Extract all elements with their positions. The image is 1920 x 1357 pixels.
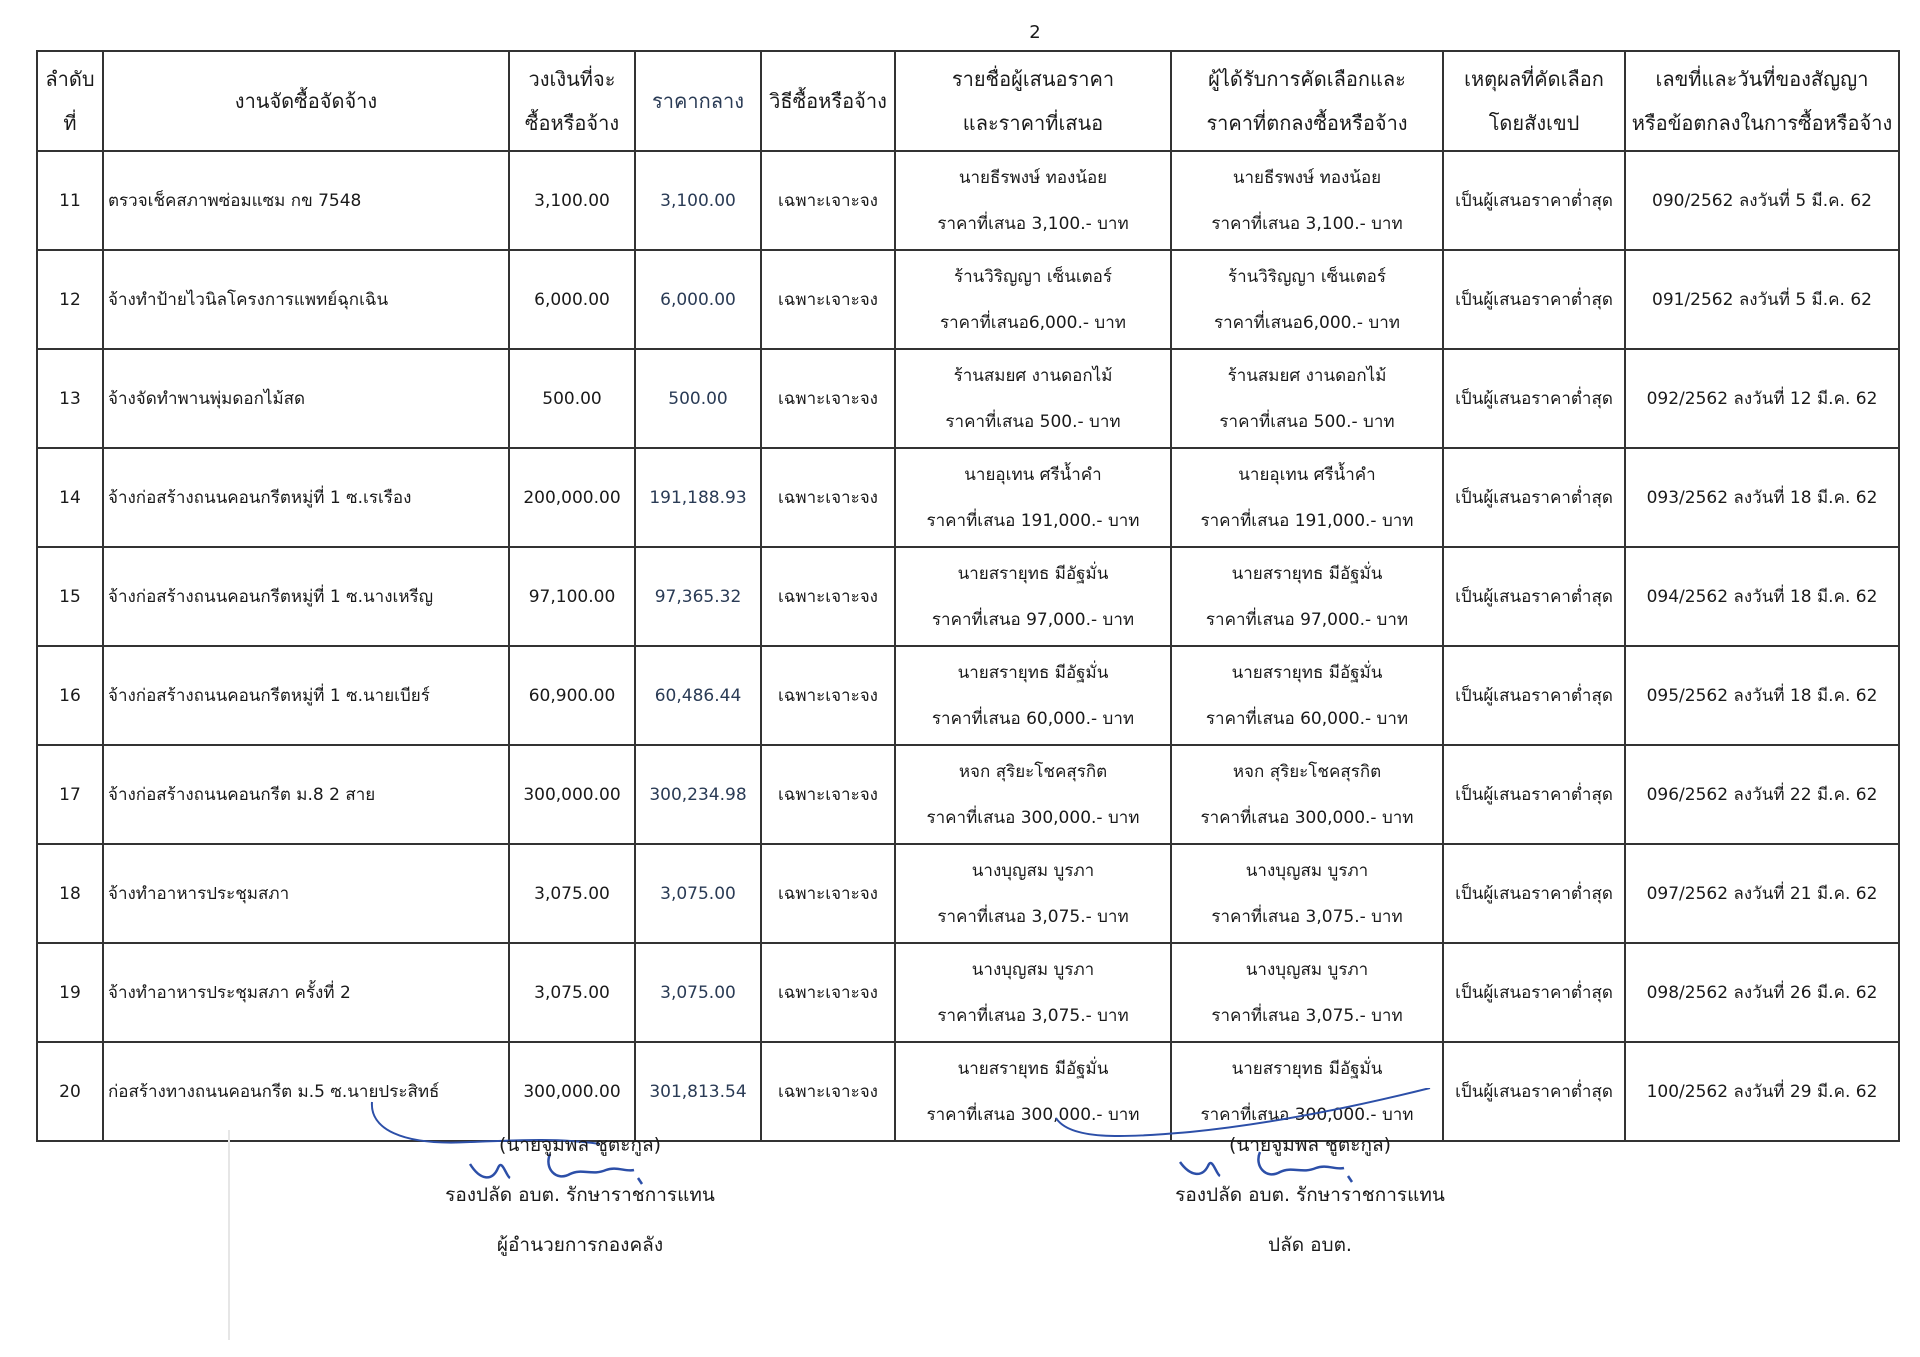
row-number: 11 <box>37 151 103 250</box>
procurement-method: เฉพาะเจาะจง <box>761 349 895 448</box>
table-row <box>37 349 1899 448</box>
procurement-method: เฉพาะเจาะจง <box>761 448 895 547</box>
header-bidders: รายชื่อผู้เสนอราคา และราคาที่เสนอ <box>895 51 1171 151</box>
selected-price: ราคาที่เสนอ 3,075.- บาท <box>1211 1005 1403 1026</box>
selected-cell <box>1171 646 1443 745</box>
bidder-name: ร้านสมยศ งานดอกไม้ <box>953 365 1113 386</box>
selected-cell <box>1171 349 1443 448</box>
selected-cell <box>1171 151 1443 250</box>
selected-name: นายสรายุทธ มีอัฐมั่น <box>1231 662 1383 683</box>
bidder-cell <box>895 844 1171 943</box>
bidder-price: ราคาที่เสนอ 3,075.- บาท <box>937 906 1129 927</box>
selected-price: ราคาที่เสนอ6,000.- บาท <box>1214 312 1400 333</box>
procurement-method: เฉพาะเจาะจง <box>761 547 895 646</box>
table-header <box>37 51 1899 151</box>
bidder-price: ราคาที่เสนอ 191,000.- บาท <box>926 510 1140 531</box>
page-number: 2 <box>1029 22 1041 43</box>
procurement-method: เฉพาะเจาะจง <box>761 151 895 250</box>
selected-cell <box>1171 547 1443 646</box>
median-price: 300,234.98 <box>635 745 761 844</box>
budget-amount: 97,100.00 <box>509 547 635 646</box>
budget-amount: 200,000.00 <box>509 448 635 547</box>
bidder-price: ราคาที่เสนอ 300,000.- บาท <box>926 1104 1140 1125</box>
table-body <box>37 151 1899 1141</box>
table-row <box>37 844 1899 943</box>
header-median-price: ราคากลาง <box>635 51 761 151</box>
bidder-cell <box>895 151 1171 250</box>
procurement-method: เฉพาะเจาะจง <box>761 745 895 844</box>
signer-position-right: รองปลัด อบต. รักษาราชการแทน <box>1175 1184 1445 1206</box>
header-contract: เลขที่และวันที่ของสัญญา หรือข้อตกลงในการซื้อหรือจ้าง <box>1625 51 1899 151</box>
contract-ref: 091/2562 ลงวันที่ 5 มี.ค. 62 <box>1625 250 1899 349</box>
median-price: 60,486.44 <box>635 646 761 745</box>
bidder-name: นายธีรพงษ์ ทองน้อย <box>958 167 1108 188</box>
signer-position-left: รองปลัด อบต. รักษาราชการแทน <box>445 1184 715 1206</box>
row-number: 16 <box>37 646 103 745</box>
bidder-price: ราคาที่เสนอ 97,000.- บาท <box>931 609 1135 630</box>
selected-cell <box>1171 745 1443 844</box>
selection-reason: เป็นผู้เสนอราคาต่ำสุด <box>1443 250 1625 349</box>
header-task: งานจัดซื้อจัดจ้าง <box>103 51 509 151</box>
task-name: จ้างก่อสร้างถนนคอนกรีตหมู่ที่ 1 ซ.นายเบียร์ <box>103 646 509 745</box>
selected-price: ราคาที่เสนอ 3,075.- บาท <box>1211 906 1403 927</box>
bidder-name: หจก สุริยะโชคสุรกิต <box>958 761 1108 782</box>
task-name: จ้างก่อสร้างถนนคอนกรีตหมู่ที่ 1 ซ.นางเหรีญ <box>103 547 509 646</box>
selected-cell <box>1171 844 1443 943</box>
table-row <box>37 646 1899 745</box>
bidder-name: ร้านวิริญญา เซ็นเตอร์ <box>953 266 1113 287</box>
header-method: วิธีซื้อหรือจ้าง <box>761 51 895 151</box>
task-name: จ้างทำอาหารประชุมสภา ครั้งที่ 2 <box>103 943 509 1042</box>
selected-cell <box>1171 250 1443 349</box>
selected-name: นายธีรพงษ์ ทองน้อย <box>1232 167 1382 188</box>
selection-reason: เป็นผู้เสนอราคาต่ำสุด <box>1443 1042 1625 1141</box>
selected-cell <box>1171 448 1443 547</box>
contract-ref: 090/2562 ลงวันที่ 5 มี.ค. 62 <box>1625 151 1899 250</box>
signature-block-left <box>380 1120 780 1270</box>
bidder-cell <box>895 943 1171 1042</box>
selected-name: ร้านวิริญญา เซ็นเตอร์ <box>1227 266 1387 287</box>
table-row <box>37 943 1899 1042</box>
bidder-cell <box>895 547 1171 646</box>
table-row <box>37 1042 1899 1141</box>
budget-amount: 3,100.00 <box>509 151 635 250</box>
selected-price: ราคาที่เสนอ 191,000.- บาท <box>1200 510 1414 531</box>
selection-reason: เป็นผู้เสนอราคาต่ำสุด <box>1443 349 1625 448</box>
signature-block-right <box>1110 1120 1510 1270</box>
budget-amount: 300,000.00 <box>509 745 635 844</box>
selected-price: ราคาที่เสนอ 300,000.- บาท <box>1200 1104 1414 1125</box>
selected-price: ราคาที่เสนอ 300,000.- บาท <box>1200 807 1414 828</box>
median-price: 500.00 <box>635 349 761 448</box>
bidder-price: ราคาที่เสนอ 60,000.- บาท <box>931 708 1135 729</box>
bidder-name: นายอุเทน ศรีน้ำคำ <box>964 464 1102 485</box>
procurement-method: เฉพาะเจาะจง <box>761 646 895 745</box>
bidder-price: ราคาที่เสนอ 3,075.- บาท <box>937 1005 1129 1026</box>
bidder-cell <box>895 250 1171 349</box>
signer-role-left: ผู้อำนวยการกองคลัง <box>496 1234 664 1256</box>
row-number: 19 <box>37 943 103 1042</box>
budget-amount: 300,000.00 <box>509 1042 635 1141</box>
bidder-price: ราคาที่เสนอ 300,000.- บาท <box>926 807 1140 828</box>
selection-reason: เป็นผู้เสนอราคาต่ำสุด <box>1443 151 1625 250</box>
bidder-name: นายสรายุทธ มีอัฐมั่น <box>957 662 1109 683</box>
procurement-method: เฉพาะเจาะจง <box>761 943 895 1042</box>
bidder-cell <box>895 646 1171 745</box>
selected-name: นายสรายุทธ มีอัฐมั่น <box>1231 563 1383 584</box>
selected-name: นายอุเทน ศรีน้ำคำ <box>1238 464 1376 485</box>
selected-cell <box>1171 943 1443 1042</box>
bidder-price: ราคาที่เสนอ6,000.- บาท <box>940 312 1126 333</box>
budget-amount: 3,075.00 <box>509 844 635 943</box>
median-price: 3,075.00 <box>635 844 761 943</box>
contract-ref: 093/2562 ลงวันที่ 18 มี.ค. 62 <box>1625 448 1899 547</box>
selected-name: นายสรายุทธ มีอัฐมั่น <box>1231 1058 1383 1079</box>
row-number: 13 <box>37 349 103 448</box>
row-number: 17 <box>37 745 103 844</box>
table-row <box>37 547 1899 646</box>
row-number: 14 <box>37 448 103 547</box>
bidder-price: ราคาที่เสนอ 500.- บาท <box>945 411 1121 432</box>
table-row <box>37 151 1899 250</box>
selected-name: ร้านสมยศ งานดอกไม้ <box>1227 365 1387 386</box>
bidder-cell <box>895 745 1171 844</box>
median-price: 97,365.32 <box>635 547 761 646</box>
median-price: 6,000.00 <box>635 250 761 349</box>
header-reason: เหตุผลที่คัดเลือก โดยสังเขป <box>1443 51 1625 151</box>
bidder-price: ราคาที่เสนอ 3,100.- บาท <box>937 213 1129 234</box>
selection-reason: เป็นผู้เสนอราคาต่ำสุด <box>1443 448 1625 547</box>
row-number: 20 <box>37 1042 103 1141</box>
header-budget: วงเงินที่จะ ซื้อหรือจ้าง <box>509 51 635 151</box>
selection-reason: เป็นผู้เสนอราคาต่ำสุด <box>1443 745 1625 844</box>
bidder-name: นางบุญสม บูรภา <box>971 860 1095 881</box>
contract-ref: 094/2562 ลงวันที่ 18 มี.ค. 62 <box>1625 547 1899 646</box>
row-number: 12 <box>37 250 103 349</box>
signer-name-left: (นายจูมพล ชูตะกูล) <box>498 1134 662 1156</box>
bidder-cell <box>895 349 1171 448</box>
task-name: ตรวจเช็คสภาพซ่อมแซม กข 7548 <box>103 151 509 250</box>
median-price: 3,075.00 <box>635 943 761 1042</box>
budget-amount: 60,900.00 <box>509 646 635 745</box>
selection-reason: เป็นผู้เสนอราคาต่ำสุด <box>1443 943 1625 1042</box>
selection-reason: เป็นผู้เสนอราคาต่ำสุด <box>1443 646 1625 745</box>
bidder-cell <box>895 448 1171 547</box>
procurement-method: เฉพาะเจาะจง <box>761 844 895 943</box>
bidder-name: นางบุญสม บูรภา <box>971 959 1095 980</box>
budget-amount: 500.00 <box>509 349 635 448</box>
task-name: จ้างจัดทำพานพุ่มดอกไม้สด <box>103 349 509 448</box>
contract-ref: 100/2562 ลงวันที่ 29 มี.ค. 62 <box>1625 1042 1899 1141</box>
contract-ref: 095/2562 ลงวันที่ 18 มี.ค. 62 <box>1625 646 1899 745</box>
bidder-name: นายสรายุทธ มีอัฐมั่น <box>957 1058 1109 1079</box>
header-no: ลำดับที่ <box>37 51 103 151</box>
selected-price: ราคาที่เสนอ 3,100.- บาท <box>1211 213 1403 234</box>
selected-price: ราคาที่เสนอ 500.- บาท <box>1219 411 1395 432</box>
table-row <box>37 745 1899 844</box>
median-price: 3,100.00 <box>635 151 761 250</box>
contract-ref: 096/2562 ลงวันที่ 22 มี.ค. 62 <box>1625 745 1899 844</box>
signer-name-right: (นายจูมพล ชูตะกูล) <box>1228 1134 1392 1156</box>
task-name: จ้างทำอาหารประชุมสภา <box>103 844 509 943</box>
contract-ref: 098/2562 ลงวันที่ 26 มี.ค. 62 <box>1625 943 1899 1042</box>
selected-price: ราคาที่เสนอ 60,000.- บาท <box>1205 708 1409 729</box>
selected-name: หจก สุริยะโชคสุรกิต <box>1232 761 1382 782</box>
row-number: 15 <box>37 547 103 646</box>
procurement-method: เฉพาะเจาะจง <box>761 1042 895 1141</box>
budget-amount: 6,000.00 <box>509 250 635 349</box>
bidder-name: นายสรายุทธ มีอัฐมั่น <box>957 563 1109 584</box>
header-selected: ผู้ได้รับการคัดเลือกและ ราคาที่ตกลงซื้อหรือจ้าง <box>1171 51 1443 151</box>
selection-reason: เป็นผู้เสนอราคาต่ำสุด <box>1443 547 1625 646</box>
contract-ref: 092/2562 ลงวันที่ 12 มี.ค. 62 <box>1625 349 1899 448</box>
task-name: จ้างทำป้ายไวนิลโครงการแพทย์ฉุกเฉิน <box>103 250 509 349</box>
selected-name: นางบุญสม บูรภา <box>1245 959 1369 980</box>
procurement-table <box>36 50 1900 1142</box>
task-name: จ้างก่อสร้างถนนคอนกรีต ม.8 2 สาย <box>103 745 509 844</box>
table-row <box>37 448 1899 547</box>
selected-name: นางบุญสม บูรภา <box>1245 860 1369 881</box>
contract-ref: 097/2562 ลงวันที่ 21 มี.ค. 62 <box>1625 844 1899 943</box>
row-number: 18 <box>37 844 103 943</box>
budget-amount: 3,075.00 <box>509 943 635 1042</box>
selected-price: ราคาที่เสนอ 97,000.- บาท <box>1205 609 1409 630</box>
signer-role-right: ปลัด อบต. <box>1268 1234 1352 1256</box>
median-price: 191,188.93 <box>635 448 761 547</box>
task-name: จ้างก่อสร้างถนนคอนกรีตหมู่ที่ 1 ซ.เรเรือง <box>103 448 509 547</box>
median-price: 301,813.54 <box>635 1042 761 1141</box>
procurement-method: เฉพาะเจาะจง <box>761 250 895 349</box>
selection-reason: เป็นผู้เสนอราคาต่ำสุด <box>1443 844 1625 943</box>
scan-margin-line <box>228 1130 230 1340</box>
task-name: ก่อสร้างทางถนนคอนกรีต ม.5 ซ.นายประสิทธ์ <box>103 1042 509 1141</box>
table-row <box>37 250 1899 349</box>
